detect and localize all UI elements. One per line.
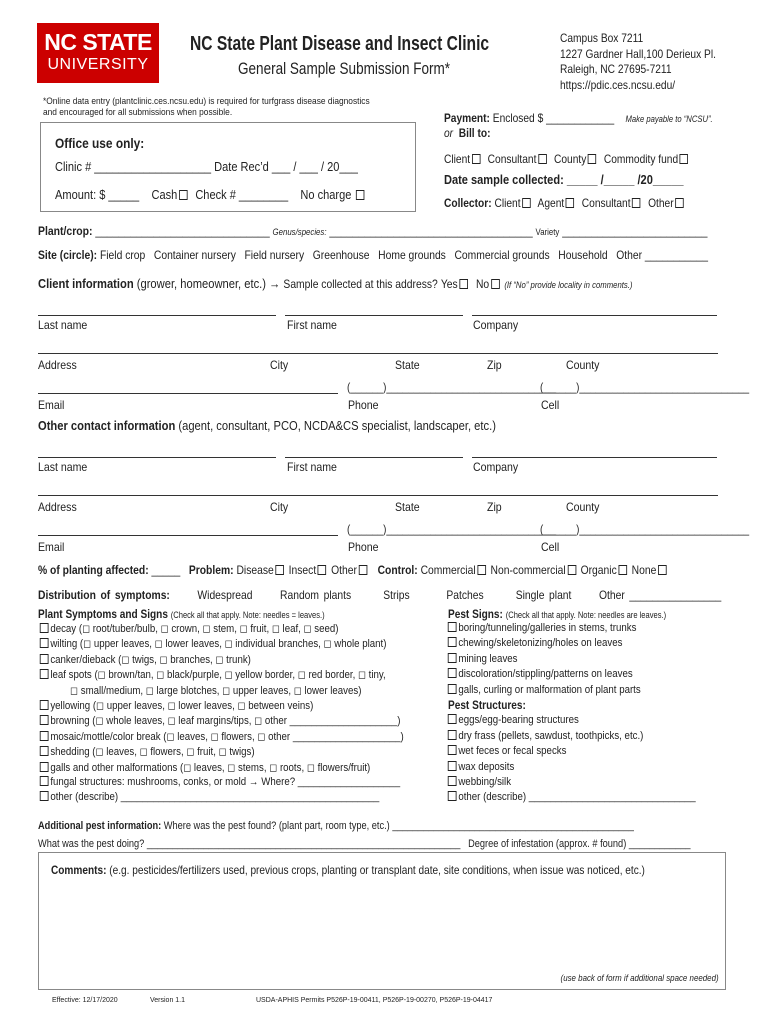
address-line: Raleigh, NC 27695-7211 xyxy=(560,62,672,76)
plant-crop-field[interactable]: ______________________________ xyxy=(95,224,270,238)
genus-label: Genus/species: xyxy=(272,227,327,237)
phone-label: Phone xyxy=(348,540,379,554)
cell-label: Cell xyxy=(541,398,560,412)
city-label: City xyxy=(270,358,289,372)
symptom-wilting: wilting (◻ upper leaves, ◻ lower leaves, ◻ individual branches, ◻ whole plant) xyxy=(50,638,387,650)
email-line[interactable] xyxy=(38,535,338,536)
company-label: Company xyxy=(473,460,519,474)
planting-affected-label: % of planting affected: xyxy=(38,563,149,577)
checkbox[interactable] xyxy=(448,622,457,632)
arrow-icon: → xyxy=(269,276,281,291)
checkbox[interactable] xyxy=(448,714,457,724)
cell-field[interactable]: (______)_______________________________ xyxy=(540,380,750,394)
company-line[interactable] xyxy=(472,315,717,316)
comments-box[interactable] xyxy=(38,852,726,990)
pest-galls: galls, curling or malformation of plant parts xyxy=(458,684,641,696)
checkbox[interactable] xyxy=(40,776,49,786)
pest-discoloration: discoloration/stippling/patterns on leaves xyxy=(458,668,633,680)
yes-label: Yes xyxy=(440,277,458,291)
checkbox[interactable] xyxy=(40,669,49,679)
logo-line1: NC STATE xyxy=(44,29,152,55)
problem-label: Problem: xyxy=(188,563,234,577)
address-label: Address xyxy=(38,500,77,514)
other-contact-label: Other contact information xyxy=(38,418,176,433)
control-organic: Organic xyxy=(580,563,617,577)
pest-boring: boring/tunneling/galleries in stems, trunks xyxy=(458,622,637,634)
note-line: and encouraged for all submissions when possible. xyxy=(43,107,233,118)
checkbox[interactable] xyxy=(40,623,49,633)
bill-option-consultant: Consultant xyxy=(487,152,537,166)
symptom-mosaic: mosaic/mottle/color break (◻ leaves, ◻ flowers, ◻ other ____________________) xyxy=(50,731,404,743)
site-label: Site (circle): xyxy=(38,248,98,262)
first-name-label: First name xyxy=(287,318,337,332)
client-info-desc: (grower, homeowner, etc.) xyxy=(136,276,267,291)
pest-doing-field[interactable]: What was the pest doing? _____________________________________________________________ xyxy=(38,838,461,850)
bill-option-commodity: Commodity fund xyxy=(603,152,679,166)
version: Version 1.1 xyxy=(150,997,186,1004)
pest-mining: mining leaves xyxy=(458,653,518,665)
checkbox[interactable] xyxy=(538,154,547,164)
checkbox[interactable] xyxy=(566,198,575,208)
checkbox[interactable] xyxy=(477,565,486,575)
checkbox[interactable] xyxy=(472,154,481,164)
checkbox[interactable] xyxy=(448,637,457,647)
last-name-line[interactable] xyxy=(38,315,276,316)
symptom-decay: decay (◻ root/tuber/bulb, ◻ crown, ◻ stem, ◻ fruit, ◻ leaf, ◻ seed) xyxy=(50,623,339,635)
checkbox[interactable] xyxy=(40,791,49,801)
checkbox[interactable] xyxy=(448,653,457,663)
struct-other: other (describe) _______________________________ xyxy=(458,791,696,803)
phone-field[interactable]: (______)_______________________________ xyxy=(347,380,557,394)
checkbox[interactable] xyxy=(40,746,49,756)
checkbox[interactable] xyxy=(40,654,49,664)
zip-label: Zip xyxy=(487,358,502,372)
bill-option-client: Client xyxy=(444,152,471,166)
collector-label: Collector: xyxy=(444,196,492,210)
control-label: Control: xyxy=(377,563,418,577)
checkbox[interactable] xyxy=(522,198,531,208)
ncsu-logo xyxy=(37,23,159,83)
email-label: Email xyxy=(38,398,65,412)
variety-field[interactable]: _________________________ xyxy=(562,224,708,238)
dist-single[interactable]: Single plant xyxy=(515,588,572,602)
first-name-line[interactable] xyxy=(285,315,463,316)
other-contact-desc: (agent, consultant, PCO, NCDA&CS specialist, landscaper, etc.) xyxy=(178,418,496,433)
checkbox[interactable] xyxy=(632,198,641,208)
checkbox[interactable] xyxy=(40,638,49,648)
last-name-label: Last name xyxy=(38,460,88,474)
comments-hint: (e.g. pesticides/fertilizers used, previous crops, planting or transplant date, site conditions, when issue was noticed, etc.) xyxy=(109,863,645,877)
checkbox[interactable] xyxy=(448,791,457,801)
additional-label: Additional pest information: xyxy=(38,820,162,832)
symptom-browning: browning (◻ whole leaves, ◻ leaf margins/tips, ◻ other ____________________) xyxy=(50,715,401,727)
symptom-galls: galls and other malformations (◻ leaves, ◻ stems, ◻ roots, ◻ flowers/fruit) xyxy=(50,762,371,774)
address-label: Address xyxy=(38,358,77,372)
bill-option-county: County xyxy=(553,152,587,166)
or-label: or xyxy=(444,126,454,140)
checkbox[interactable] xyxy=(318,565,327,575)
symptom-other: other (describe) ________________________________________________ xyxy=(50,791,380,803)
address-line-field[interactable] xyxy=(38,495,718,496)
clinic-address xyxy=(560,31,716,93)
payable-note: Make payable to “NCSU”. xyxy=(625,114,713,124)
phone-label: Phone xyxy=(348,398,379,412)
first-name-label: First name xyxy=(287,460,337,474)
checkbox[interactable] xyxy=(448,776,457,786)
checkbox[interactable] xyxy=(448,761,457,771)
checkbox[interactable] xyxy=(359,565,368,575)
pest-signs-title: Pest Signs: xyxy=(448,607,503,621)
symptom-canker: canker/dieback (◻ twigs, ◻ branches, ◻ trunk) xyxy=(50,654,251,666)
symptom-leafspots-cont: ◻ small/medium, ◻ large blotches, ◻ upper leaves, ◻ lower leaves) xyxy=(70,685,362,697)
check-field[interactable]: Check # ________ xyxy=(195,187,289,202)
symptoms-note: (Check all that apply. Note: needles = leaves.) xyxy=(170,610,325,620)
phone-field[interactable]: (______)_______________________________ xyxy=(347,522,557,536)
checkbox[interactable] xyxy=(448,684,457,694)
distribution-label: Distribution of symptoms: xyxy=(38,588,170,602)
date-collected-field[interactable]: Date sample collected: _____ /_____ /20_____ xyxy=(444,172,684,187)
checkbox[interactable] xyxy=(448,730,457,740)
no-checkbox[interactable] xyxy=(491,279,500,289)
struct-feces: wet feces or fecal specks xyxy=(458,745,567,757)
checkbox[interactable] xyxy=(658,565,667,575)
symptom-shedding: shedding (◻ leaves, ◻ flowers, ◻ fruit, ◻ twigs) xyxy=(50,746,255,758)
cash-label: Cash xyxy=(151,187,178,202)
struct-eggs: eggs/egg-bearing structures xyxy=(458,714,579,726)
clinic-number-field[interactable]: Clinic # ___________________ Date Rec’d ___ / ___ / 20___ xyxy=(55,159,358,174)
note-line: *Online data entry (plantclinic.ces.ncsu.edu) is required for turfgrass disease diagnostics xyxy=(43,96,370,107)
checkbox[interactable] xyxy=(448,745,457,755)
checkbox[interactable] xyxy=(567,565,576,575)
pest-chewing: chewing/skeletonizing/holes on leaves xyxy=(458,637,623,649)
site-options[interactable]: Field crop Container nursery Field nursery Greenhouse Home grounds Commercial grounds Household Other ___________ xyxy=(99,248,709,262)
planting-affected-field[interactable]: _____ xyxy=(151,563,181,577)
yes-checkbox[interactable] xyxy=(459,279,468,289)
company-label: Company xyxy=(473,318,519,332)
symptom-leafspots: leaf spots (◻ brown/tan, ◻ black/purple, ◻ yellow border, ◻ red border, ◻ tiny, xyxy=(50,669,386,681)
collector-consultant: Consultant xyxy=(581,196,631,210)
enclosed-field[interactable]: Enclosed $ ____________ xyxy=(492,111,615,125)
genus-field[interactable]: ___________________________________ xyxy=(329,224,533,238)
problem-other: Other xyxy=(331,563,357,577)
plant-crop-label: Plant/crop: xyxy=(38,224,93,238)
cell-field[interactable]: (______)_______________________________ xyxy=(540,522,750,536)
form-subtitle: General Sample Submission Form* xyxy=(238,60,451,78)
struct-wax: wax deposits xyxy=(458,761,515,773)
pest-structures-title: Pest Structures: xyxy=(448,698,526,712)
email-label: Email xyxy=(38,540,65,554)
client-info-label: Client information xyxy=(38,276,134,291)
logo-line2: UNIVERSITY xyxy=(47,56,149,73)
symptom-fungal: fungal structures: mushrooms, conks, or mold → Where? ___________________ xyxy=(50,776,401,788)
checkbox[interactable] xyxy=(275,565,284,575)
office-use-box xyxy=(40,122,416,212)
checkbox[interactable] xyxy=(448,668,457,678)
checkbox[interactable] xyxy=(675,198,684,208)
bill-to-label: Bill to: xyxy=(458,126,491,140)
cash-checkbox[interactable] xyxy=(179,190,188,200)
collector-client: Client xyxy=(494,196,521,210)
city-label: City xyxy=(270,500,289,514)
no-label: No xyxy=(475,277,490,291)
form-title: NC State Plant Disease and Insect Clinic xyxy=(190,33,490,55)
control-commercial: Commercial xyxy=(420,563,476,577)
problem-disease: Disease xyxy=(236,563,274,577)
pest-found-field[interactable]: Where was the pest found? (plant part, room type, etc.) _______________________________________________ xyxy=(163,820,634,832)
office-title: Office use only: xyxy=(55,135,145,151)
last-name-label: Last name xyxy=(38,318,88,332)
collector-agent: Agent xyxy=(537,196,565,210)
online-note xyxy=(43,96,370,118)
address-line: Campus Box 7211 xyxy=(560,31,644,45)
struct-webbing: webbing/silk xyxy=(458,776,512,788)
cell-label: Cell xyxy=(541,540,560,554)
payment-label: Payment: xyxy=(444,111,490,125)
control-none: None xyxy=(631,563,657,577)
first-name-line[interactable] xyxy=(285,457,463,458)
control-noncommercial: Non-commercial xyxy=(490,563,566,577)
checkbox[interactable] xyxy=(680,154,689,164)
dist-widespread[interactable]: Widespread xyxy=(197,588,253,602)
state-label: State xyxy=(395,500,420,514)
address-line-field[interactable] xyxy=(38,353,718,354)
amount-field[interactable]: Amount: $ _____ xyxy=(55,187,140,202)
checkbox[interactable] xyxy=(40,715,49,725)
infestation-field[interactable]: Degree of infestation (approx. # found) ____________ xyxy=(468,838,691,850)
collector-other: Other xyxy=(648,196,674,210)
comments-label: Comments: xyxy=(51,863,107,877)
company-line[interactable] xyxy=(472,457,717,458)
effective-date: Effective: 12/17/2020 xyxy=(52,997,118,1004)
checkbox[interactable] xyxy=(40,700,49,710)
dist-other[interactable]: Other ________________ xyxy=(598,588,722,602)
dist-strips[interactable]: Strips xyxy=(383,588,410,602)
last-name-line[interactable] xyxy=(38,457,276,458)
checkbox[interactable] xyxy=(40,762,49,772)
same-address-question: Sample collected at this address? xyxy=(283,277,438,291)
zip-label: Zip xyxy=(487,500,502,514)
dist-random[interactable]: Random plants xyxy=(280,588,352,602)
state-label: State xyxy=(395,358,420,372)
address-line: 1227 Gardner Hall,100 Derieux Pl. xyxy=(560,46,716,61)
county-label: County xyxy=(566,358,600,372)
problem-insect: Insect xyxy=(288,563,317,577)
permits: USDA-APHIS Permits P526P-19-00411, P526P-19-00270, P526P-19-04417 xyxy=(256,997,493,1004)
no-charge-label: No charge xyxy=(300,187,352,202)
no-note: (If “No” provide locality in comments.) xyxy=(504,280,633,290)
email-line[interactable] xyxy=(38,393,338,394)
checkbox[interactable] xyxy=(40,731,49,741)
no-charge-checkbox[interactable] xyxy=(356,190,365,200)
checkbox[interactable] xyxy=(588,154,597,164)
pest-signs-note: (Check all that apply. Note: needles are leaves.) xyxy=(505,610,667,620)
checkbox[interactable] xyxy=(618,565,627,575)
back-of-form-note: (use back of form if additional space needed) xyxy=(560,973,719,983)
struct-frass: dry frass (pellets, sawdust, toothpicks, etc.) xyxy=(458,730,644,742)
symptoms-title: Plant Symptoms and Signs xyxy=(38,607,168,621)
variety-label: Variety xyxy=(535,227,560,237)
county-label: County xyxy=(566,500,600,514)
dist-patches[interactable]: Patches xyxy=(446,588,484,602)
website-link[interactable]: https://pdic.ces.ncsu.edu/ xyxy=(560,77,676,92)
symptom-yellowing: yellowing (◻ upper leaves, ◻ lower leaves, ◻ between veins) xyxy=(50,700,314,712)
